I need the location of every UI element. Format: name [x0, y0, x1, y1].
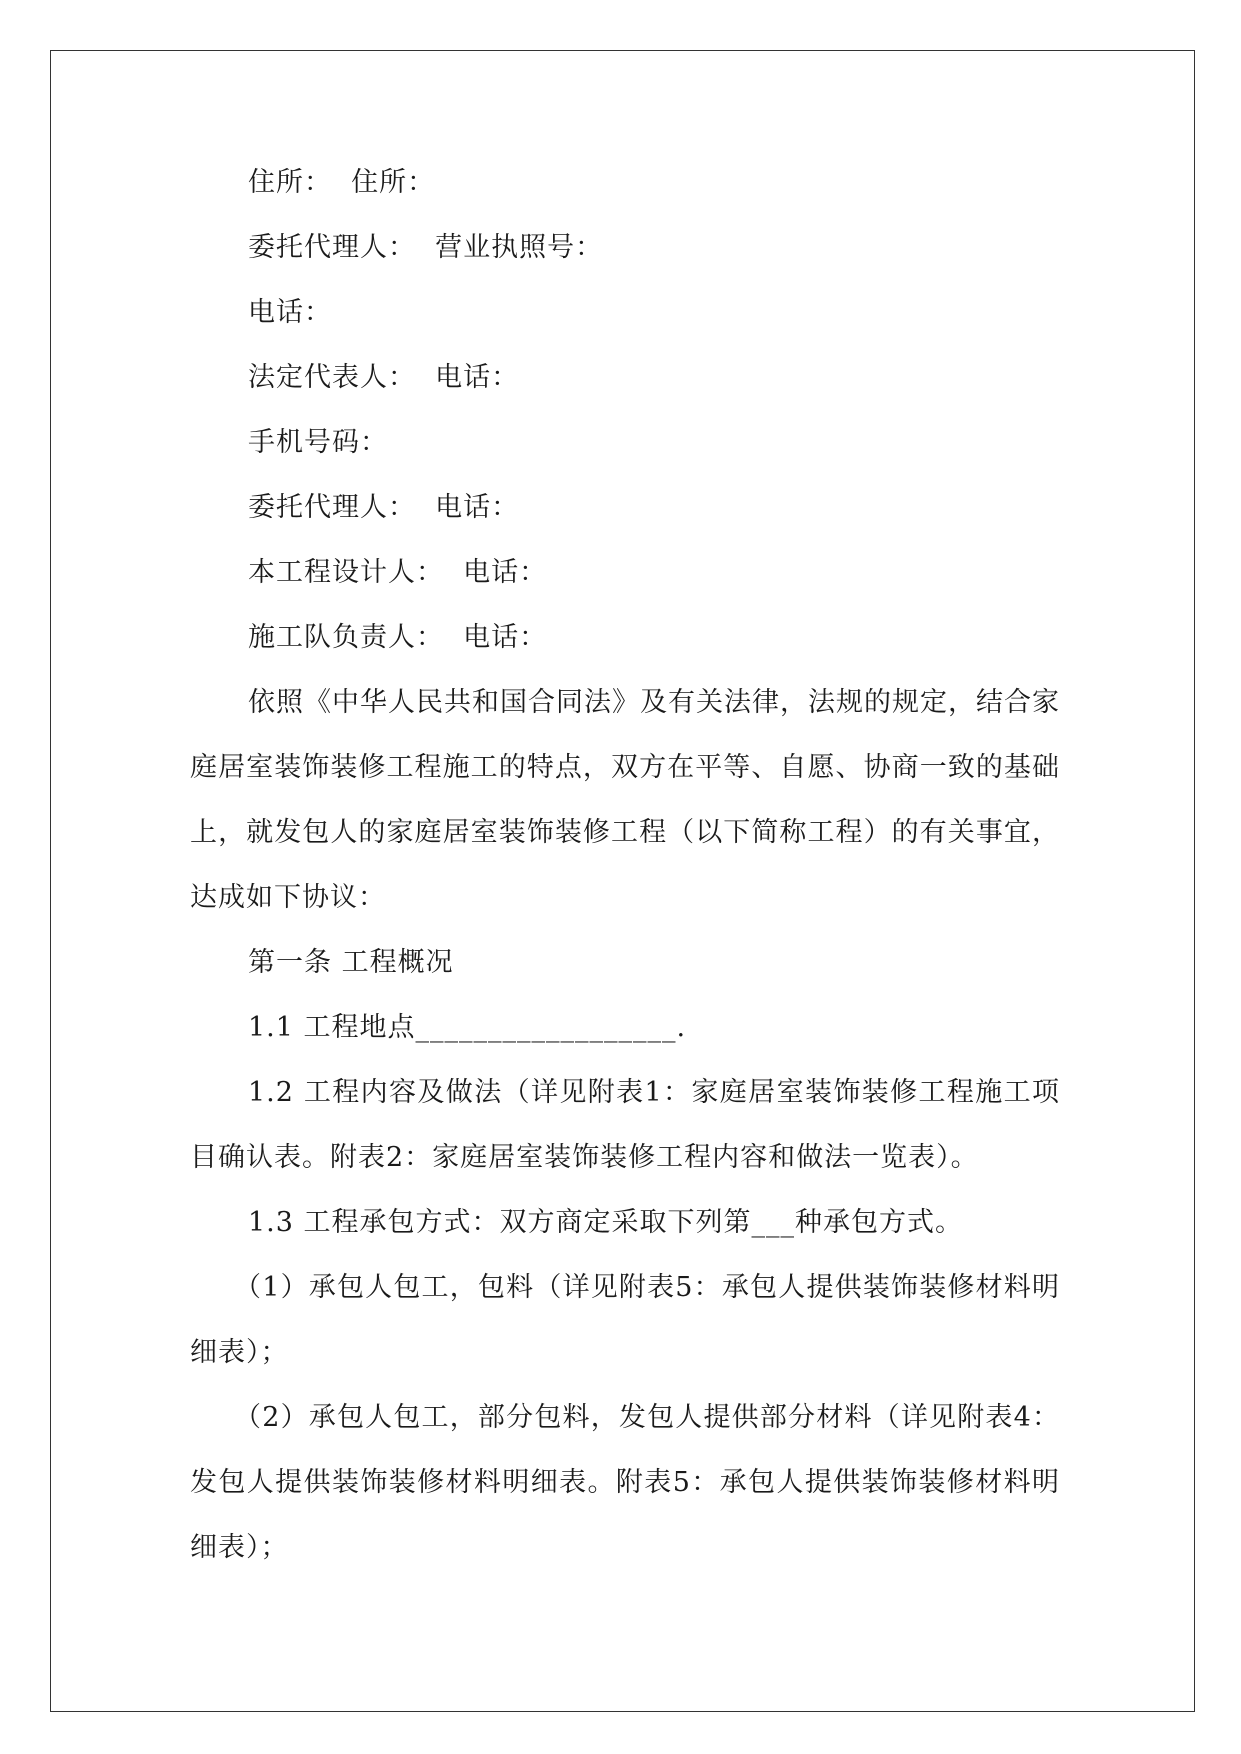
item-1-1: 1.1 工程地点__________________. — [248, 1012, 687, 1043]
team-leader-line: 施工队负责人： 电话： — [248, 622, 548, 653]
legal-rep-line: 法定代表人： 电话： — [248, 362, 520, 393]
agent-license-line: 委托代理人： 营业执照号： — [248, 232, 604, 263]
mobile-line: 手机号码： — [248, 427, 388, 458]
designer-line: 本工程设计人： 电话： — [248, 557, 548, 588]
item-1-2: 1.2 工程内容及做法（详见附表1：家庭居室装饰装修工程施工项目确认表。附表2：家庭居室装饰装修工程内容和做法一览表）。 — [190, 1077, 1060, 1173]
preamble-paragraph: 依照《中华人民共和国合同法》及有关法律，法规的规定，结合家庭居室装饰装修工程施工的特点，双方在平等、自愿、协商一致的基础上，就发包人的家庭居室装饰装修工程（以下简称工程）的有关事宜，达成如下协议： — [190, 687, 1060, 913]
phone-line: 电话： — [248, 297, 332, 328]
document-body — [190, 150, 1060, 1580]
article-1-title: 第一条 工程概况 — [248, 947, 454, 978]
option-2: （2）承包人包工，部分包料，发包人提供部分材料（详见附表4：发包人提供装饰装修材料明细表。附表5：承包人提供装饰装修材料明细表）； — [190, 1402, 1060, 1563]
option-1: （1）承包人包工，包料（详见附表5：承包人提供装饰装修材料明细表）； — [190, 1272, 1060, 1368]
item-1-3: 1.3 工程承包方式：双方商定采取下列第___种承包方式。 — [248, 1207, 964, 1238]
agent-phone-line: 委托代理人： 电话： — [248, 492, 520, 523]
address-line: 住所： 住所： — [248, 167, 436, 198]
